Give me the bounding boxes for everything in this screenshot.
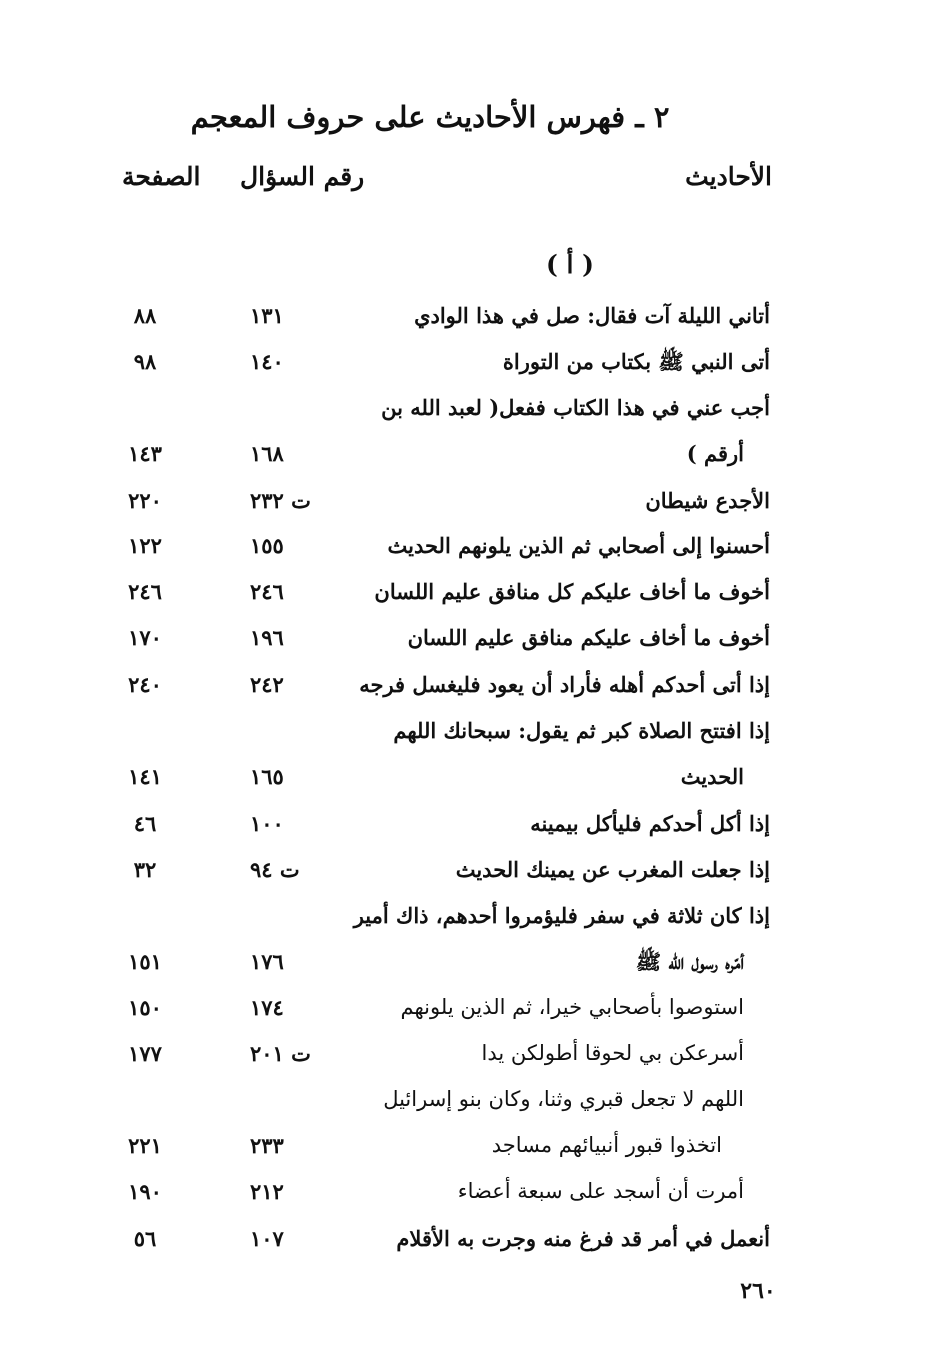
hadith-text: أتى النبي ﷺ بكتاب من التوراة xyxy=(502,349,770,374)
hadith-text: أجب عني في هذا الكتاب ففعل( لعبد الله بن xyxy=(381,395,770,420)
hadith-text: أمّره رسول الله ﷺ xyxy=(635,949,744,974)
column-header-hadith: الأحاديث xyxy=(685,162,772,191)
hadith-text: أحسنوا إلى أصحابي ثم الذين يلونهم الحديث xyxy=(387,533,770,558)
hadith-text: أمرت أن أسجد على سبعة أعضاء xyxy=(457,1179,744,1203)
table-row xyxy=(0,395,952,439)
hadith-text: أسرعكن بي لحوقا أطولكن يدا xyxy=(481,1041,744,1065)
page-ref: ٤٦ xyxy=(133,811,157,836)
question-number: ١٧٤ xyxy=(250,995,284,1020)
hadith-text: أرقم ) xyxy=(686,441,744,466)
table-row xyxy=(0,672,952,716)
hadith-text: إذا كان ثلاثة في سفر فليؤمروا أحدهم، ذاك أمير xyxy=(353,903,770,928)
question-number: ٢٤٦ xyxy=(250,579,284,604)
hadith-text: إذا أكل أحدكم فليأكل بيمينه xyxy=(530,811,770,836)
question-number: ت ٩٤ xyxy=(250,857,300,882)
column-header-question-number: رقم السؤال xyxy=(240,162,365,191)
question-number: ١٠٧ xyxy=(250,1226,284,1251)
table-row xyxy=(0,625,952,669)
table-row xyxy=(0,349,952,393)
table-row xyxy=(0,1179,952,1223)
table-row xyxy=(0,1133,952,1177)
table-row xyxy=(0,1087,952,1131)
table-row xyxy=(0,811,952,855)
table-row xyxy=(0,1041,952,1085)
hadith-text: الأجدع شيطان xyxy=(645,488,770,513)
hadith-text: أخوف ما أخاف عليكم منافق عليم اللسان xyxy=(407,625,770,650)
section-letter: ( أ ) xyxy=(545,250,594,279)
hadith-text: اتخذوا قبور أنبيائهم مساجد xyxy=(491,1133,722,1157)
table-row xyxy=(0,949,952,993)
hadith-text: أنعمل في أمر قد فرغ منه وجرت به الأقلام xyxy=(396,1226,770,1251)
hadith-text: أتاني الليلة آت فقال: صل في هذا الوادي xyxy=(414,303,770,328)
question-number: ١٤٠ xyxy=(250,349,284,374)
page-ref: ١٥١ xyxy=(128,949,162,974)
question-number: ١٦٥ xyxy=(250,764,284,789)
table-row xyxy=(0,995,952,1039)
table-row xyxy=(0,441,952,485)
page-ref: ٣٢ xyxy=(133,857,157,882)
table-row xyxy=(0,718,952,762)
page-ref: ٨٨ xyxy=(133,303,157,328)
hadith-text: استوصوا بأصحابي خيرا، ثم الذين يلونهم xyxy=(400,995,744,1019)
page-ref: ١٧٧ xyxy=(128,1041,162,1066)
table-row xyxy=(0,579,952,623)
question-number: ١٩٦ xyxy=(250,625,284,650)
page-number: ٢٦٠ xyxy=(740,1278,776,1304)
hadith-text: إذا جعلت المغرب عن يمينك الحديث xyxy=(455,857,770,882)
question-number: ١٣١ xyxy=(250,303,284,328)
question-number: ١٠٠ xyxy=(250,811,284,836)
page-title: ٢ ـ فهرس الأحاديث على حروف المعجم xyxy=(190,100,670,134)
page-ref: ١٧٠ xyxy=(128,625,162,650)
page-ref: ١٢٢ xyxy=(128,533,162,558)
question-number: ١٧٦ xyxy=(250,949,284,974)
page-ref: ٩٨ xyxy=(133,349,157,374)
page-ref: ٢٤٦ xyxy=(128,579,162,604)
table-row xyxy=(0,764,952,808)
table-row xyxy=(0,1226,952,1270)
question-number: ٢٤٢ xyxy=(250,672,284,697)
hadith-text: إذا أتى أحدكم أهله فأراد أن يعود فليغسل فرجه xyxy=(359,672,770,697)
question-number: ٢٣٣ xyxy=(250,1133,284,1158)
page-ref: ٢٢١ xyxy=(128,1133,162,1158)
page-ref: ٥٦ xyxy=(133,1226,157,1251)
table-row xyxy=(0,533,952,577)
column-header-page: الصفحة xyxy=(122,162,201,191)
question-number: ١٥٥ xyxy=(250,533,284,558)
question-number: ت ٢٣٢ xyxy=(250,488,311,513)
table-row xyxy=(0,488,952,532)
page-ref: ١٤٣ xyxy=(128,441,162,466)
page-ref: ٢٤٠ xyxy=(128,672,162,697)
table-row xyxy=(0,903,952,947)
question-number: ت ٢٠١ xyxy=(250,1041,311,1066)
page-ref: ١٥٠ xyxy=(128,995,162,1020)
page-ref: ١٩٠ xyxy=(128,1179,162,1204)
question-number: ٢١٢ xyxy=(250,1179,284,1204)
table-row xyxy=(0,303,952,347)
hadith-text: اللهم لا تجعل قبري وثنا، وكان بنو إسرائيل xyxy=(383,1087,744,1111)
page-ref: ٢٢٠ xyxy=(128,488,162,513)
hadith-text: الحديث xyxy=(680,764,744,789)
page-ref: ١٤١ xyxy=(128,764,162,789)
question-number: ١٦٨ xyxy=(250,441,284,466)
table-row xyxy=(0,857,952,901)
hadith-text: إذا افتتح الصلاة كبر ثم يقول: سبحانك اللهم xyxy=(393,718,770,743)
hadith-text: أخوف ما أخاف عليكم كل منافق عليم اللسان xyxy=(374,579,770,604)
